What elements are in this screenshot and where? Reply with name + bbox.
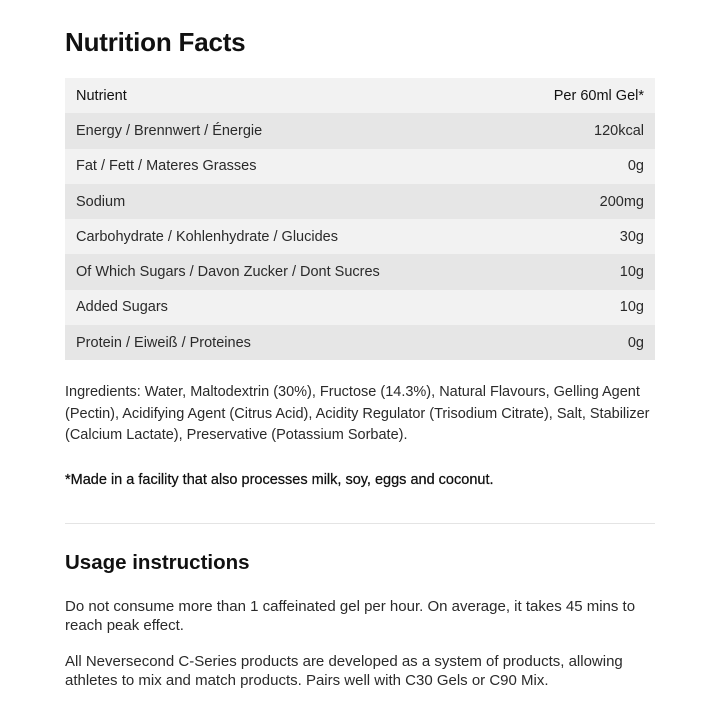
- table-row-carbohydrate: [65, 219, 655, 254]
- table-row-sugars: [65, 254, 655, 289]
- usage-paragraph-system: All Neversecond C-Series products are developed as a system of products, allowing athletes to mix and match products. Pairs well with C30 Gels or C90 Mix.: [65, 653, 623, 689]
- nutrient-value: 10g: [619, 264, 644, 281]
- nutrient-label: Of Which Sugars / Davon Zucker / Dont Sucres: [76, 264, 380, 281]
- nutrient-label: Protein / Eiweiß / Proteines: [76, 334, 251, 351]
- page-title: Nutrition Facts: [65, 27, 246, 57]
- column-header-per-serving: Per 60ml Gel*: [553, 87, 644, 104]
- nutrient-value: 120kcal: [594, 122, 644, 139]
- table-row-sodium: [65, 184, 655, 219]
- table-row-energy: [65, 113, 655, 148]
- table-row-protein: [65, 325, 655, 360]
- nutrient-value: 10g: [619, 299, 644, 316]
- allergen-disclaimer: *Made in a facility that also processes milk, soy, eggs and coconut.: [65, 472, 494, 488]
- nutrient-value: 0g: [627, 334, 644, 351]
- nutrient-value: 0g: [627, 158, 644, 175]
- table-row-added-sugars: [65, 290, 655, 325]
- ingredients-text: Ingredients: Water, Maltodextrin (30%), Fructose (14.3%), Natural Flavours, Gelling Agent (Pectin), Acidifying Agent (Citrus Acid), Acidity Regulator (Trisodium Citrate), Salt, Stabilizer (Calcium Lactate), Preservative (Potassium Sorbate).: [65, 384, 650, 443]
- nutrient-label: Sodium: [76, 193, 126, 210]
- table-row-fat: [65, 149, 655, 184]
- section-divider: [65, 523, 655, 524]
- nutrient-label: Carbohydrate / Kohlenhydrate / Glucides: [76, 228, 338, 245]
- usage-heading: Usage instructions: [65, 551, 250, 574]
- nutrient-label: Fat / Fett / Materes Grasses: [76, 158, 257, 175]
- nutrient-label: Energy / Brennwert / Énergie: [76, 122, 263, 139]
- nutrient-value: 30g: [619, 228, 644, 245]
- column-header-nutrient: Nutrient: [76, 87, 127, 104]
- table-header-row: [65, 78, 655, 113]
- nutrient-label: Added Sugars: [76, 299, 168, 316]
- nutrient-value: 200mg: [599, 193, 644, 210]
- usage-paragraph-caffeine: Do not consume more than 1 caffeinated gel per hour. On average, it takes 45 mins to reach peak effect.: [65, 598, 636, 634]
- nutrition-table: [65, 78, 655, 360]
